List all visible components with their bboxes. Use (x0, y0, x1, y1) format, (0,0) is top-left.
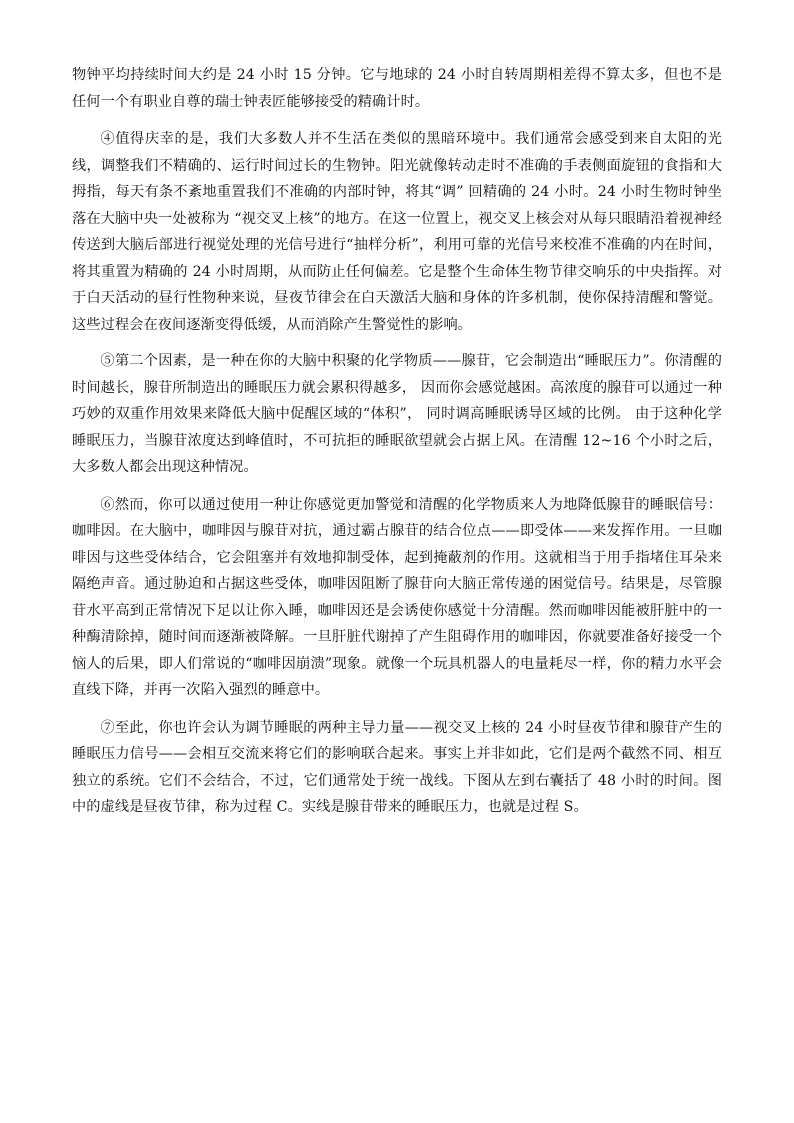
paragraph-5: ⑤第二个因素，是一种在你的大脑中积聚的化学物质——腺苷，它会制造出“睡眠压力”。你清醒的时间越长，腺苷所制造出的睡眠压力就会累积得越多， 因而你会感觉越困。高浓度的腺苷可以通过一种巧妙的双重作用效果来降低大脑中促醒区域的“体积”， 同时调高睡眠诱导区域的比例。 由于这种化学睡眠压力，当腺苷浓度达到峰值时，不可抗拒的睡眠欲望就会占据上风。在清醒 12~16 个小时之后，大多数人都会出现这种情况。 (72, 353, 722, 475)
paragraph-4: ④值得庆幸的是，我们大多数人并不生活在类似的黑暗环境中。我们通常会感受到来自太阳的光线，调整我们不精确的、运行时间过长的生物钟。阳光就像转动走时不准确的手表侧面旋钮的食指和大拇指，每天有条不紊地重置我们不准确的内部时钟，将其“调” 回精确的 24 小时。24 小时生物时钟坐落在大脑中央一处被称为 “视交叉上核”的地方。在这一位置上，视交叉上核会对从每只眼睛沿着视神经传送到大脑后部进行视觉处理的光信号进行“抽样分析”，利用可靠的光信号来校准不准确的内在时间，将其重置为精确的 24 小时周期，从而防止任何偏差。它是整个生命体生物节律交响乐的中央指挥。对于白天活动的昼行性物种来说，昼夜节律会在白天激活大脑和身体的许多机制，使你保持清醒和警觉。这些过程会在夜间逐渐变得低缓，从而消除产生警觉性的影响。 (72, 131, 722, 333)
paragraph-continuation: 物钟平均持续时间大约是 24 小时 15 分钟。它与地球的 24 小时自转周期相差得不算太多，但也不是任何一个有职业自尊的瑞士钟表匠能够接受的精确计时。 (72, 67, 722, 110)
paragraph-6: ⑥然而，你可以通过使用一种让你感觉更加警觉和清醒的化学物质来人为地降低腺苷的睡眠信号：咖啡因。在大脑中，咖啡因与腺苷对抗，通过霸占腺苷的结合位点——即受体——来发挥作用。一旦咖啡因与这些受体结合，它会阻塞并有效地抑制受体，起到掩蔽剂的作用。这就相当于用手指堵住耳朵来隔绝声音。通过胁迫和占据这些受体，咖啡因阻断了腺苷向大脑正常传递的困觉信号。结果是，尽管腺苷水平高到正常情况下足以让你入睡，咖啡因还是会诱使你感觉十分清醒。然而咖啡因能被肝脏中的一种酶清除掉，随时间而逐渐被降解。一旦肝脏代谢掉了产生阻碍作用的咖啡因，你就要准备好接受一个恼人的后果，即人们常说的“咖啡因崩溃”现象。就像一个玩具机器人的电量耗尽一样，你的精力水平会直线下降，并再一次陷入强烈的睡意中。 (72, 496, 722, 698)
document-page (72, 62, 722, 821)
paragraph-7: ⑦至此，你也许会认为调节睡眠的两种主导力量——视交叉上核的 24 小时昼夜节律和腺苷产生的睡眠压力信号——会相互交流来将它们的影响联合起来。事实上并非如此，它们是两个截然不同、相互独立的系统。它们不会结合，不过，它们通常处于统一战线。下图从左到右囊括了 48 小时的时间。图中的虚线是昼夜节律，称为过程 C。实线是腺苷带来的睡眠压力，也就是过程 S。 (72, 719, 722, 815)
